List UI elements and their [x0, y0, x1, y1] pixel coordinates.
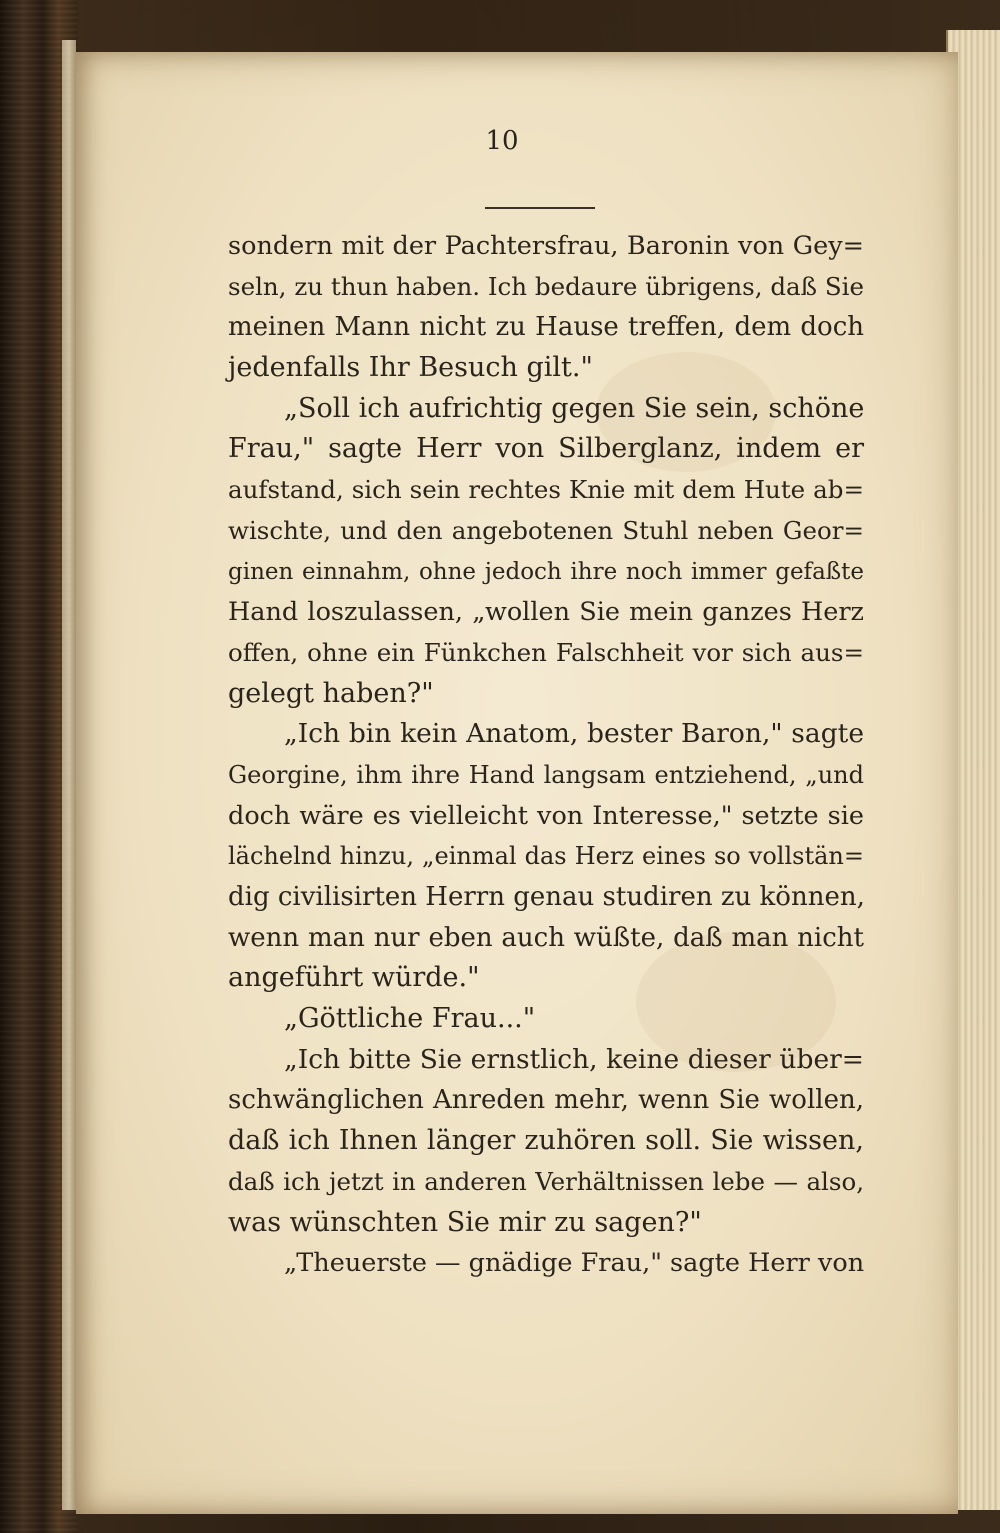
text-line: daß ich Ihnen länger zuhören soll. Sie wissen,: [228, 1125, 864, 1157]
text-line: gelegt haben?": [228, 677, 434, 709]
text-line: wischte, und den angebotenen Stuhl neben Geor=: [228, 515, 864, 545]
text-line: daß ich jetzt in anderen Verhältnissen lebe — also,: [228, 1166, 864, 1196]
text-line: angeführt würde.": [228, 962, 480, 994]
text-line: „Göttliche Frau...": [284, 1003, 536, 1035]
page-stack-left: [62, 40, 76, 1510]
text-line: meinen Mann nicht zu Hause treffen, dem doch: [228, 312, 864, 343]
text-line: was wünschten Sie mir zu sagen?": [228, 1206, 702, 1238]
text-line: lächelnd hinzu, „einmal das Herz eines so vollstän=: [228, 842, 864, 871]
text-line: „Ich bitte Sie ernstlich, keine dieser über=: [284, 1043, 864, 1075]
body-text: [228, 226, 864, 1284]
text-line: Hand loszulassen, „wollen Sie mein ganzes Herz: [228, 597, 864, 628]
page-number: 10: [485, 126, 519, 156]
page-number-rule: [485, 207, 595, 209]
text-line: jedenfalls Ihr Besuch gilt.": [228, 352, 593, 384]
text-line: sondern mit der Pachtersfrau, Baronin von Gey=: [228, 231, 864, 261]
text-line: „Theuerste — gnädige Frau," sagte Herr von: [284, 1248, 865, 1279]
text-line: Georgine, ihm ihre Hand langsam entziehend, „und: [228, 760, 864, 789]
text-line: „Ich bin kein Anatom, bester Baron," sagte: [284, 718, 864, 750]
text-line: doch wäre es vielleicht von Interesse," setzte sie: [228, 800, 864, 831]
text-line: offen, ohne ein Fünkchen Falschheit vor sich aus=: [228, 637, 864, 667]
text-line: dig civilisirten Herrn genau studiren zu können,: [228, 882, 865, 912]
text-line: schwänglichen Anreden mehr, wenn Sie wollen,: [228, 1085, 864, 1116]
text-line: aufstand, sich sein rechtes Knie mit dem Hute ab=: [228, 475, 864, 505]
text-line: ginen einnahm, ohne jedoch ihre noch immer gefaßte: [228, 558, 864, 585]
text-line: seln, zu thun haben. Ich bedaure übrigens, daß Sie: [228, 271, 864, 301]
text-line: „Soll ich aufrichtig gegen Sie sein, schöne: [284, 392, 865, 424]
text-line: Frau," sagte Herr von Silberglanz, indem er: [228, 433, 864, 465]
text-line: wenn man nur eben auch wüßte, daß man nicht: [228, 922, 864, 953]
